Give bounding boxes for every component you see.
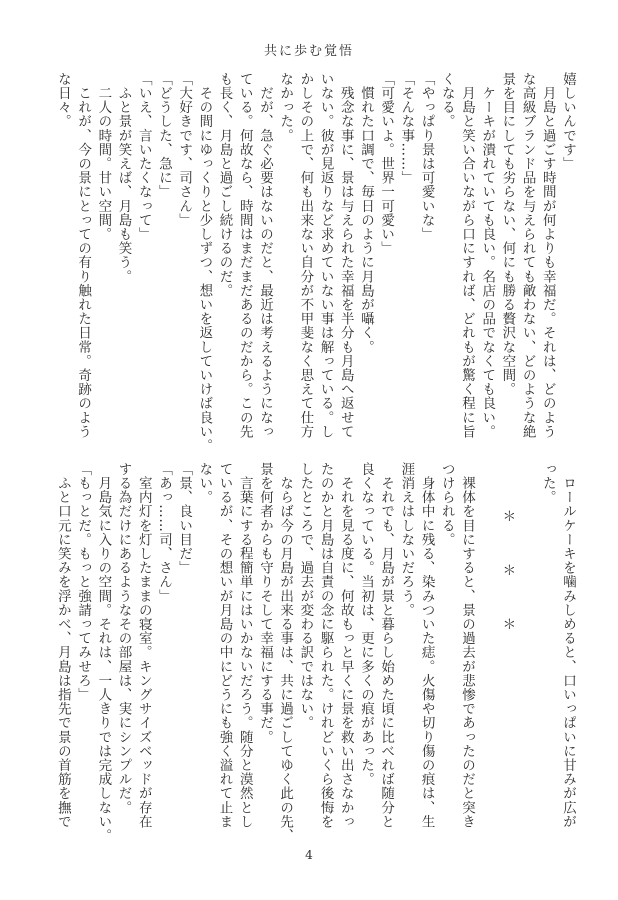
text-line: 良くなっている。当初は、更に多くの痕があった。 xyxy=(357,462,374,787)
text-line: ならば今の月島が出来る事は、共に過ごしてゆく此の先、 xyxy=(277,462,294,843)
text-line: 残念な事に、景は与えられた幸福を半分も月島へ返せて xyxy=(337,72,354,439)
text-line: ている。何故なら、時間はまだまだあるのだから。この先 xyxy=(236,72,253,439)
text-line: たのかと月島は自責の念に駆られた。けれどいくら後悔を xyxy=(317,462,334,829)
text-line: 「やっぱり景は可愛いな」 xyxy=(418,72,435,242)
text-line: それでも、月島が景と暮らし始めた頃に比べれば随分と xyxy=(378,462,395,829)
text-line: 「大好きです、司さん」 xyxy=(176,72,193,228)
text-line: 「あっ……司、さん」 xyxy=(155,462,172,603)
text-line: ているが、その想いが月島の中にどうにも強く溢れて止ま xyxy=(216,462,233,829)
text-line: ふと口元に笑みを浮かべ、月島は指先で景の首筋を撫で xyxy=(54,462,71,829)
chapter-title: 共に歩む覚悟 xyxy=(263,44,354,59)
text-line: 嬉しいんです」 xyxy=(560,72,576,171)
text-line: なかった。 xyxy=(277,72,294,143)
text-line: いない。彼が見返りなど求めていない事は解っている。し xyxy=(317,72,334,439)
text-line: ロールケーキを噛みしめると、口いっぱいに甘みが広が xyxy=(560,462,576,829)
text-line: ふと景が笑えば、月島も笑う。 xyxy=(115,72,132,284)
text-line: 景を目にしても劣らない、何にも勝る贅沢な空間。 xyxy=(499,72,516,397)
text-line: 月島気に入りの空間。それは、一人きりでは完成しない。 xyxy=(95,462,112,843)
text-line: 涯消えはしないだろう。 xyxy=(398,462,415,618)
text-line: 室内灯を灯したままの寝室。キングサイズベッドが存在 xyxy=(135,462,152,829)
text-line: くなる。 xyxy=(438,72,455,129)
text-line: 裸体を目にすると、景の過去が悲惨であったのだと突き xyxy=(458,462,475,829)
text-line: ない。 xyxy=(196,462,213,505)
section-break: ＊ ＊ ＊ xyxy=(499,509,516,645)
text-line: も長く、月島と過ごし続けるのだ。 xyxy=(216,72,233,298)
text-line: 「可愛いよ。世界一可愛い」 xyxy=(378,72,395,256)
text-line: 月島と笑い合いながら口にすれば、どれもが驚く程に旨 xyxy=(458,72,475,439)
text-line: 「もっとだ。もっと強請ってみせろ」 xyxy=(75,462,92,702)
text-line xyxy=(517,462,537,824)
text-line: 身体中に残る、染みついた痣。火傷や切り傷の痕は、生 xyxy=(418,462,435,829)
text-line: その間にゆっくりと少しずつ、想いを返していけば良い。 xyxy=(196,72,213,453)
text-line: 月島と過ごす時間が何よりも幸福だ。それは、どのよう xyxy=(539,72,556,439)
text-block-top xyxy=(53,72,578,453)
text-line: った。 xyxy=(539,462,556,505)
text-line: それを見る度に、何故もっと早くに景を救い出さなかっ xyxy=(337,462,354,829)
text-line: だが、急ぐ必要はないのだと、最近は考えるようになっ xyxy=(256,72,273,439)
text-line: する為だけにあるようなその部屋は、実にシンプルだ。 xyxy=(115,462,132,815)
text-line: 二人の時間。甘い空間。 xyxy=(95,72,112,242)
text-block-bottom xyxy=(53,462,578,843)
text-line: 言葉にする程簡単にはいかないだろう。随分と漠然とし xyxy=(236,462,253,829)
text-line: な高級ブランド品を与えられても敵わない、どのような絶 xyxy=(519,72,536,439)
text-line: つけられる。 xyxy=(438,462,455,547)
text-line: ケーキが潰れていても良い。名店の品でなくても良い。 xyxy=(479,72,496,439)
text-line: な日々。 xyxy=(54,72,71,129)
text-line: 「いえ、言いたくなって」 xyxy=(135,72,152,242)
text-line: 慣れた口調で、毎日のように月島が囁く。 xyxy=(357,72,374,354)
text-line: 景を何者からも守りそして幸福にする事だ。 xyxy=(256,462,273,744)
text-line xyxy=(477,462,497,824)
text-line: 「景、良い目だ」 xyxy=(176,462,193,575)
text-line: 「そんな事……」 xyxy=(398,72,415,185)
page-number: 4 xyxy=(305,848,313,862)
text-line: かしその上で、何も出来ない自分が不甲斐なく思えて仕方 xyxy=(297,72,314,439)
text-line: 「どうした、急に」 xyxy=(155,72,172,199)
text-line: したところで、過去が変わる訳ではない。 xyxy=(297,462,314,730)
text-line: これが、今の景にとっての有り触れた日常。奇跡のよう xyxy=(75,72,92,439)
